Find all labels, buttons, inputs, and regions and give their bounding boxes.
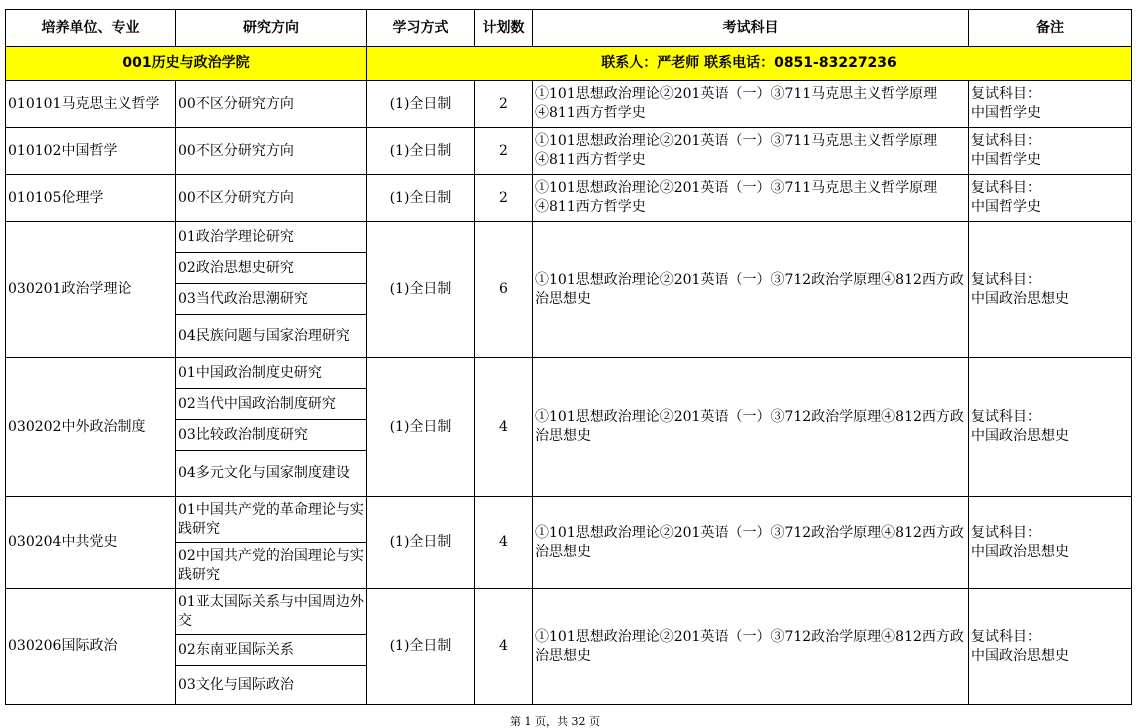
study-mode-cell: (1)全日制 <box>367 358 475 497</box>
note-line: 中国政治思想史 <box>971 543 1069 560</box>
header-quota: 计划数 <box>475 10 533 47</box>
header-major: 培养单位、专业 <box>6 10 176 47</box>
direction-cell: 00不区分研究方向 <box>176 81 367 128</box>
direction-cell: 03当代政治思潮研究 <box>176 284 367 315</box>
quota-cell: 6 <box>475 222 533 358</box>
quota-cell: 4 <box>475 358 533 497</box>
enrollment-table <box>5 9 1132 705</box>
quota-cell: 2 <box>475 175 533 222</box>
note-line: 中国哲学史 <box>971 105 1041 121</box>
quota-cell: 4 <box>475 589 533 705</box>
notes-cell <box>969 175 1132 222</box>
study-mode-cell: (1)全日制 <box>367 497 475 589</box>
table-row <box>6 222 1132 253</box>
note-line: 复试科目： <box>971 409 1041 425</box>
table-row <box>6 175 1132 222</box>
notes-cell <box>969 358 1132 497</box>
direction-cell: 02东南亚国际关系 <box>176 635 367 666</box>
direction-cell: 00不区分研究方向 <box>176 175 367 222</box>
header-exam-subjects: 考试科目 <box>533 10 969 47</box>
direction-cell: 02中国共产党的治国理论与实践研究 <box>176 543 367 589</box>
college-name: 001历史与政治学院 <box>6 47 367 81</box>
exam-subjects-cell: ①101思想政治理论②201英语（一）③712政治学原理④812西方政治思想史 <box>533 358 969 497</box>
direction-cell: 01亚太国际关系与中国周边外交 <box>176 589 367 635</box>
study-mode-cell: (1)全日制 <box>367 589 475 705</box>
direction-cell: 01政治学理论研究 <box>176 222 367 253</box>
page-footer: 第 1 页，共 32 页 <box>510 715 600 728</box>
note-line: 复试科目： <box>971 86 1041 102</box>
note-line: 复试科目： <box>971 133 1041 149</box>
direction-cell: 04多元文化与国家制度建设 <box>176 451 367 497</box>
direction-cell: 04民族问题与国家治理研究 <box>176 315 367 358</box>
exam-subjects-cell: ①101思想政治理论②201英语（一）③711马克思主义哲学原理④811西方哲学史 <box>533 81 969 128</box>
header-direction: 研究方向 <box>176 10 367 47</box>
direction-cell: 02政治思想史研究 <box>176 253 367 284</box>
direction-cell: 02当代中国政治制度研究 <box>176 389 367 420</box>
major-cell: 030204中共党史 <box>6 497 176 589</box>
table-row <box>6 589 1132 635</box>
note-line: 中国政治思想史 <box>971 290 1069 307</box>
major-cell: 010102中国哲学 <box>6 128 176 175</box>
note-line: 复试科目： <box>971 271 1041 288</box>
notes-cell <box>969 589 1132 705</box>
quota-cell: 4 <box>475 497 533 589</box>
exam-subjects-cell: ①101思想政治理论②201英语（一）③712政治学原理④812西方政治思想史 <box>533 589 969 705</box>
direction-cell: 03比较政治制度研究 <box>176 420 367 451</box>
quota-cell: 2 <box>475 81 533 128</box>
note-line: 复试科目： <box>971 628 1041 645</box>
notes-cell <box>969 81 1132 128</box>
direction-cell: 01中国共产党的革命理论与实践研究 <box>176 497 367 543</box>
major-cell: 030206国际政治 <box>6 589 176 705</box>
major-cell: 010101马克思主义哲学 <box>6 81 176 128</box>
direction-cell: 03文化与国际政治 <box>176 666 367 705</box>
quota-cell: 2 <box>475 128 533 175</box>
notes-cell <box>969 128 1132 175</box>
notes-cell <box>969 497 1132 589</box>
table-row <box>6 81 1132 128</box>
direction-cell: 00不区分研究方向 <box>176 128 367 175</box>
study-mode-cell: (1)全日制 <box>367 175 475 222</box>
table-row <box>6 128 1132 175</box>
table-row <box>6 358 1132 389</box>
note-line: 中国哲学史 <box>971 199 1041 215</box>
study-mode-cell: (1)全日制 <box>367 222 475 358</box>
table-body <box>6 47 1132 705</box>
header-study-mode: 学习方式 <box>367 10 475 47</box>
exam-subjects-cell: ①101思想政治理论②201英语（一）③712政治学原理④812西方政治思想史 <box>533 222 969 358</box>
note-line: 中国政治思想史 <box>971 428 1069 444</box>
header-row <box>6 10 1132 47</box>
table-row <box>6 497 1132 543</box>
major-cell: 030202中外政治制度 <box>6 358 176 497</box>
note-line: 复试科目： <box>971 524 1041 541</box>
study-mode-cell: (1)全日制 <box>367 128 475 175</box>
notes-cell <box>969 222 1132 358</box>
direction-cell: 01中国政治制度史研究 <box>176 358 367 389</box>
major-cell: 010105伦理学 <box>6 175 176 222</box>
note-line: 复试科目： <box>971 180 1041 196</box>
study-mode-cell: (1)全日制 <box>367 81 475 128</box>
exam-subjects-cell: ①101思想政治理论②201英语（一）③711马克思主义哲学原理④811西方哲学史 <box>533 128 969 175</box>
header-notes: 备注 <box>969 10 1132 47</box>
exam-subjects-cell: ①101思想政治理论②201英语（一）③711马克思主义哲学原理④811西方哲学史 <box>533 175 969 222</box>
college-contact: 联系人：严老师 联系电话：0851-83227236 <box>367 47 1132 81</box>
college-row <box>6 47 1132 81</box>
exam-subjects-cell: ①101思想政治理论②201英语（一）③712政治学原理④812西方政治思想史 <box>533 497 969 589</box>
major-cell: 030201政治学理论 <box>6 222 176 358</box>
note-line: 中国哲学史 <box>971 152 1041 168</box>
note-line: 中国政治思想史 <box>971 647 1069 664</box>
